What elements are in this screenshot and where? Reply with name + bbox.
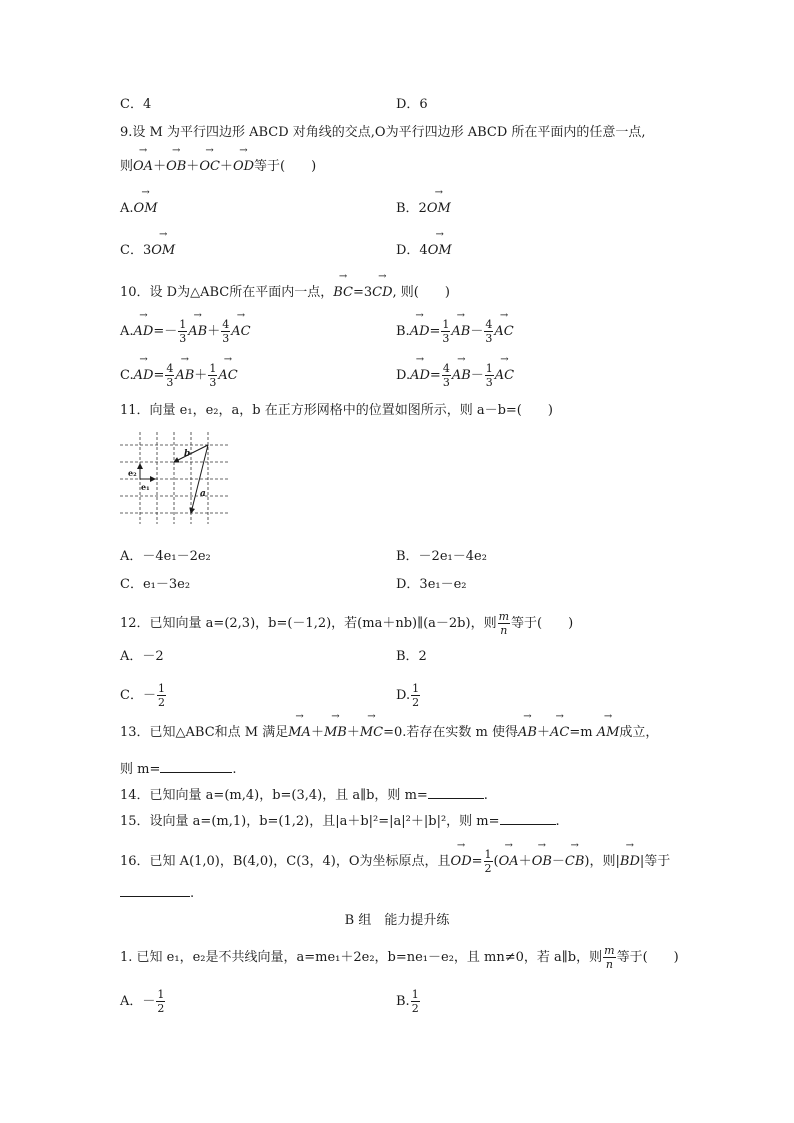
q9-stem-line2: 则→ OA＋→ OB＋→ OC＋→ OD等于( ): [120, 158, 316, 176]
q9-option-a: [120, 200, 158, 218]
fraction-half: $\frac{1}{2}$: [411, 988, 419, 1015]
q10-stem: [120, 284, 450, 302]
answer-blank[interactable]: [500, 812, 556, 825]
b1-option-b: [396, 988, 421, 1015]
q11-stem: 11．向量 e₁，e₂，a，b 在正方形网格中的位置如图所示，则 a－b=( ): [120, 403, 553, 418]
q10-option-c-label: C.: [120, 368, 134, 383]
section-title: B 组 能力提升练: [344, 913, 450, 928]
fraction-m-over-n: $\frac{m}{n}$: [498, 610, 510, 637]
vector-od: → OD: [233, 158, 254, 176]
vector-mc: → MC: [360, 724, 383, 742]
b1-stem: [120, 944, 679, 971]
vector-bc: → BC: [333, 284, 353, 302]
q12-option-c: [120, 682, 167, 709]
q9-option-b: [396, 200, 451, 218]
q8-option-d: D．6: [396, 97, 428, 112]
vector-ob: → OB: [166, 158, 186, 176]
vector-cd: → CD: [372, 284, 392, 302]
vector-ob: → OB: [532, 853, 552, 871]
vector-ad: → AD: [134, 367, 154, 385]
vector-ab: → AB: [452, 367, 471, 385]
q15-stem: 15．设向量 a=(m,1)，b=(1,2)，且|a＋b|²=|a|²＋|b|²，则 m= .: [120, 814, 560, 829]
fraction-half: $\frac{1}{2}$: [157, 988, 165, 1015]
vector-ac: → AC: [495, 367, 514, 385]
answer-blank[interactable]: [428, 786, 484, 799]
answer-blank[interactable]: [160, 760, 232, 773]
vector-om: → OM: [134, 200, 158, 218]
vector-ma: → MA: [288, 724, 311, 742]
vector-om: → OM: [428, 242, 452, 260]
q12-option-a: A．－2: [120, 649, 164, 664]
q16-stem-prefix: 16．已知 A(1,0)，B(4,0)，C(3，4)，O为坐标原点，且: [120, 854, 451, 869]
q9-option-c-label: C．3: [120, 243, 152, 258]
q11-option-a: A．－4e₁－2e₂: [120, 549, 211, 564]
fraction: $\frac{4}{3}$: [442, 362, 450, 389]
fraction-half: $\frac{1}{2}$: [412, 682, 420, 709]
q16-stem-mid: ，则|: [589, 854, 620, 869]
vector-ac: → AC: [218, 367, 237, 385]
q16-stem-end: |等于: [639, 854, 671, 869]
grid-lines: [120, 432, 230, 524]
q11-option-c: C．e₁－3e₂: [120, 577, 191, 592]
q10-option-b-label: B.: [396, 324, 410, 339]
q12-stem-suffix: 等于( ): [511, 616, 574, 631]
vector-ab: → AB: [175, 367, 194, 385]
q10-option-d-label: D.: [396, 368, 411, 383]
q9-option-d-label: D．4: [396, 243, 428, 258]
label-a: a: [200, 489, 206, 499]
vector-ac: → AC: [231, 323, 250, 341]
label-e1: e₁: [141, 482, 150, 492]
q9-option-d: [396, 242, 452, 260]
q14-stem-text: 14．已知向量 a=(m,4)，b=(3,4)，且 a∥b，则 m=: [120, 788, 428, 803]
vector-om: → OM: [427, 200, 451, 218]
vector-cb: → CB: [565, 853, 585, 871]
fraction: $\frac{1}{3}$: [485, 362, 493, 389]
b1-stem-suffix: 等于( ): [616, 950, 679, 965]
vector-mb: → MB: [324, 724, 347, 742]
vector-ab: → AB: [518, 724, 537, 742]
q13-stem-line1: 13．已知△ABC和点 M 满足→ MA＋→ MB＋→ MC=0.若存在实数 m 使得→ AB＋→ AC=m → AM成立，: [120, 724, 658, 742]
q13-stem-line2: 则 m= .: [120, 762, 237, 777]
label-b: b: [184, 449, 191, 459]
q12-option-c-label: C．－: [120, 688, 156, 703]
fraction: $\frac{1}{3}$: [442, 318, 450, 345]
fraction: $\frac{1}{3}$: [179, 318, 187, 345]
q12-stem-prefix: 12．已知向量 a=(2,3)，b=(－1,2)，若(ma＋nb)∥(a－2b)，则: [120, 616, 497, 631]
fraction: $\frac{4}{3}$: [166, 362, 174, 389]
vector-ac: → AC: [550, 724, 569, 742]
b1-option-b-label: B.: [396, 994, 410, 1009]
vector-ad: → AD: [410, 323, 430, 341]
vector-oa: → OA: [133, 158, 153, 176]
q12-stem: [120, 610, 573, 637]
q16-stem-line1: 16．已知 A(1,0)，B(4,0)，C(3，4)，O为坐标原点，且→ OD= $\frac{1}{2}$ (→ OA＋→ OB－→ CB)，则|→ BD|等于: [120, 848, 670, 875]
vector-ab: → AB: [188, 323, 207, 341]
b1-option-a-label: A．－: [120, 994, 156, 1009]
q10-option-c: C.→ AD= $\frac{4}{3}$ → AB＋ $\frac{1}{3}$ → AC: [120, 362, 238, 389]
fraction-half: $\frac{1}{2}$: [157, 682, 165, 709]
q9-option-b-label: B．2: [396, 201, 427, 216]
q10-option-a-label: A.: [120, 324, 134, 339]
vector-ab: → AB: [451, 323, 470, 341]
q13-stem-end: 成立，: [619, 725, 659, 740]
fraction: $\frac{1}{3}$: [209, 362, 217, 389]
q12-option-d: [396, 682, 421, 709]
fraction: $\frac{4}{3}$: [485, 318, 493, 345]
vector-ac: → AC: [494, 323, 513, 341]
q15-stem-text: 15．设向量 a=(m,1)，b=(1,2)，且|a＋b|²=|a|²＋|b|²，则 m=: [120, 814, 500, 829]
label-e2: e₂: [128, 468, 137, 478]
answer-blank[interactable]: [120, 884, 190, 897]
q10-option-d: D.→ AD= $\frac{4}{3}$ → AB－ $\frac{1}{3}$ → AC: [396, 362, 514, 389]
fraction: $\frac{4}{3}$: [222, 318, 230, 345]
q8-option-c: C．4: [120, 97, 152, 112]
vector-oa: → OA: [499, 853, 519, 871]
vector-ad: → AD: [134, 323, 154, 341]
q16-stem-line2: .: [120, 884, 194, 903]
q9-option-a-label: A.: [120, 201, 134, 216]
q10-stem-suffix: , 则( ): [392, 285, 450, 300]
b1-option-a: [120, 988, 166, 1015]
q13-stem-mid: =0.若存在实数 m 使得: [383, 725, 519, 740]
q11-option-d: D．3e₁－e₂: [396, 577, 467, 592]
q10-stem-mid: =3: [352, 285, 373, 300]
vector-am: → AM: [597, 724, 620, 742]
vector-od: → OD: [451, 853, 472, 871]
q10-stem-prefix: 10．设 D为△ABC所在平面内一点，: [120, 285, 334, 300]
q12-option-d-label: D.: [396, 688, 411, 703]
q12-option-b: B．2: [396, 649, 427, 664]
q9-stem-suffix: 等于( ): [254, 159, 317, 174]
fraction-m-over-n: $\frac{m}{n}$: [604, 944, 615, 971]
vector-grid-figure: [120, 432, 230, 524]
q13-answer-label: 则 m=: [120, 762, 161, 777]
q13-stem-prefix: 13．已知△ABC和点 M 满足: [120, 725, 289, 740]
vector-oc: → OC: [199, 158, 220, 176]
q11-option-b: B．－2e₁－4e₂: [396, 549, 487, 564]
q9-stem-prefix: 则: [120, 159, 134, 174]
q14-stem: 14．已知向量 a=(m,4)，b=(3,4)，且 a∥b，则 m= .: [120, 788, 488, 803]
q10-option-b: B.→ AD= $\frac{1}{3}$ → AB－ $\frac{4}{3}$ → AC: [396, 318, 514, 345]
b1-stem-prefix: 1. 已知 e₁，e₂是不共线向量，a=me₁＋2e₂，b=ne₁－e₂，且 mn≠0，若 a∥b，则: [120, 950, 603, 965]
q9-stem-line1: 9.设 M 为平行四边形 ABCD 对角线的交点,O为平行四边形 ABCD 所在平面内的任意一点,: [120, 125, 646, 140]
fraction-half: $\frac{1}{2}$: [484, 848, 492, 875]
vector-om: → OM: [151, 242, 175, 260]
vector-ad: → AD: [410, 367, 430, 385]
q13-stem-m: =m: [569, 725, 593, 740]
q9-option-c: [120, 242, 175, 260]
q10-option-a: A.→ AD=－ $\frac{1}{3}$ → AB＋ $\frac{4}{3}$ → AC: [120, 318, 251, 345]
vector-bd: → BD: [620, 853, 640, 871]
